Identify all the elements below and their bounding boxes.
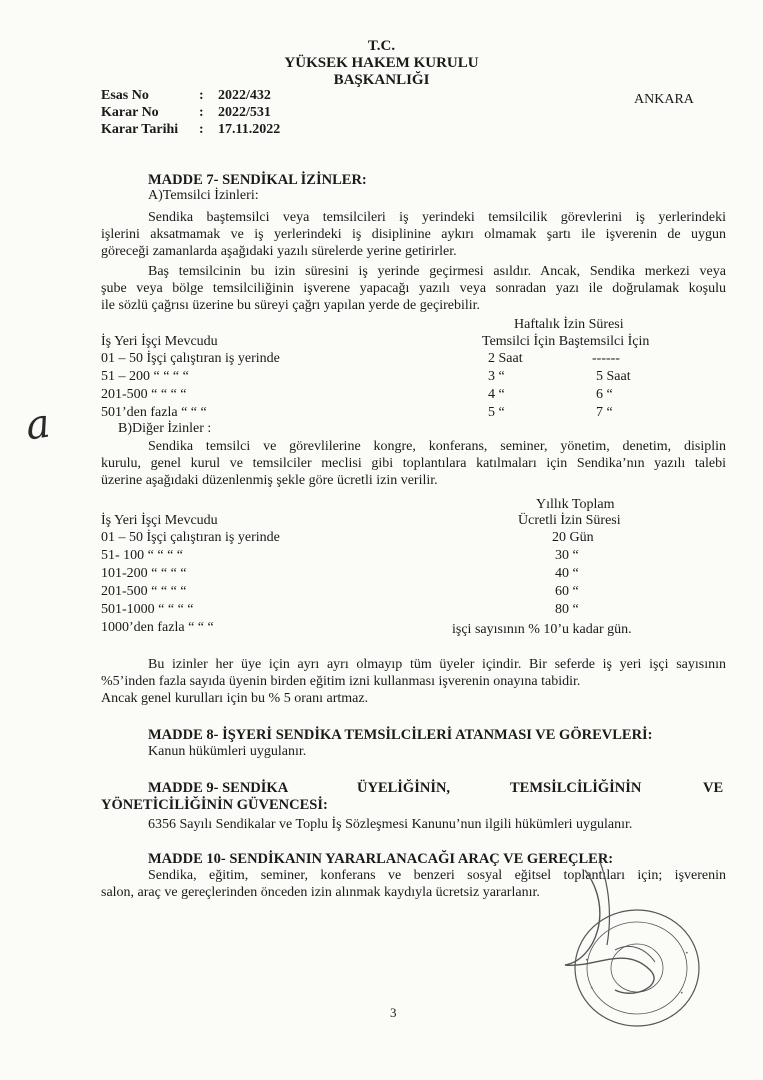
tableB-left-head: İş Yeri İşçi Mevcudu — [101, 513, 218, 528]
tableB-row-label: 501-1000 “ “ “ “ — [101, 602, 194, 617]
madde9-title-part5: YÖNETİCİLİĞİNİN GÜVENCESİ: — [101, 797, 328, 813]
madde7-p2-l2: şube veya bölge temsilciliğinin işverene yapacağı yazılı veya sonradan yazı ile doğrulamak koşulu — [101, 281, 726, 296]
tableA-row-bastemsilci: ------ — [592, 351, 620, 366]
madde7-p2-l3: ile sözlü çağrısı üzerine bu süreyi çağrı yapılan yerde de geçirebilir. — [101, 298, 481, 313]
svg-text:•: • — [680, 990, 684, 997]
tableA-right-head: Temsilci İçin Baştemsilci İçin — [482, 334, 650, 349]
madde10-l1: Sendika, eğitim, seminer, konferans ve benzeri sosyal eğitsel toplantıları için; işverenin — [148, 868, 726, 883]
tarih-colon: : — [199, 122, 204, 137]
city: ANKARA — [634, 92, 694, 107]
madde7-p2-l1: Baş temsilcinin bu izin süresini iş yerinde geçirmesi asıldır. Ancak, Sendika merkezi veya — [148, 264, 726, 279]
madde9-text: 6356 Sayılı Sendikalar ve Toplu İş Sözleşmesi Kanunu’nun ilgili hükümleri uygulanır. — [148, 817, 633, 832]
madde7-p1-l1: Sendika baştemsilci veya temsilcileri iş yerindeki temsilcilik görevlerini iş yerlerindeki — [148, 210, 726, 225]
tableA-row-label: 201-500 “ “ “ “ — [101, 387, 187, 402]
karar-label: Karar No — [101, 105, 159, 120]
madde7-p4-l3: Ancak genel kurulları için bu % 5 oranı artmaz. — [101, 691, 369, 706]
madde9-title-part2: ÜYELİĞİNİN, — [357, 780, 451, 796]
svg-text:•: • — [685, 950, 689, 957]
esas-colon: : — [199, 88, 204, 103]
tableA-left-head: İş Yeri İşçi Mevcudu — [101, 334, 218, 349]
esas-value: 2022/432 — [218, 88, 271, 103]
madde7-p4-l2: %5’inden fazla sayıda üyenin birden eğitim izni kullanması işverenin onayına tabidir. — [101, 674, 581, 689]
tableA-col-head: Haftalık İzin Süresi — [514, 317, 624, 332]
tableB-row-value: 60 “ — [555, 584, 579, 599]
official-stamp-signature — [555, 850, 705, 1040]
tableB-right-head2: Ücretli İzin Süresi — [518, 513, 621, 528]
madde10-l2: salon, araç ve gereçlerinden önceden izin alınmak kaydıyla ücretsiz yararlanır. — [101, 885, 540, 900]
tableB-row-value: 30 “ — [555, 548, 579, 563]
madde7-p3-l3: üzerine aşağıdaki düzenlenmiş şekle göre ücretli izin verilir. — [101, 473, 438, 488]
madde7-sub-b: B)Diğer İzinler : — [118, 421, 212, 436]
madde8-title: MADDE 8- İŞYERİ SENDİKA TEMSİLCİLERİ ATANMASI VE GÖREVLERİ: — [148, 727, 653, 743]
header-institution: YÜKSEK HAKEM KURULU — [284, 55, 479, 71]
madde7-p4-l1: Bu izinler her üye için ayrı ayrı olmayıp tüm üyeler içindir. Bir seferde iş yeri işçi sayısının — [148, 657, 726, 672]
tableA-row-temsilci: 5 “ — [488, 405, 505, 420]
page-number: 3 — [390, 1005, 397, 1020]
header-tc: T.C. — [367, 38, 396, 54]
madde9-title-part1: MADDE 9- SENDİKA — [148, 780, 289, 796]
madde7-title: MADDE 7- SENDİKAL İZİNLER: — [148, 172, 367, 188]
madde9-title-part3: TEMSİLCİLİĞİNİN — [510, 780, 642, 796]
header-presidency: BAŞKANLIĞI — [333, 72, 430, 88]
madde8-text: Kanun hükümleri uygulanır. — [148, 744, 307, 759]
madde7-sub-a: A)Temsilci İzinleri: — [148, 188, 259, 203]
tableB-row-label: 51- 100 “ “ “ “ — [101, 548, 184, 563]
karar-value: 2022/531 — [218, 105, 271, 120]
tableA-row-bastemsilci: 5 Saat — [596, 369, 631, 384]
tableA-row-bastemsilci: 6 “ — [596, 387, 613, 402]
tableB-row-label: 101-200 “ “ “ “ — [101, 566, 187, 581]
madde7-p3-l1: Sendika temsilci ve görevlilerine kongre, konferans, seminer, yönetim, denetim, disiplin — [148, 439, 726, 454]
karar-colon: : — [199, 105, 204, 120]
tableA-row-label: 01 – 50 İşçi çalıştıran iş yerinde — [101, 351, 280, 366]
madde10-title: MADDE 10- SENDİKANIN YARARLANACAĞI ARAÇ VE GEREÇLER: — [148, 851, 614, 867]
tableB-row-value: 80 “ — [555, 602, 579, 617]
tableB-row-label: 1000’den fazla “ “ “ — [101, 620, 214, 635]
tableA-row-bastemsilci: 7 “ — [596, 405, 613, 420]
madde7-p3-l2: kurulu, genel kurul ve temsilciler meclisi gibi toplantılara katılmaları için Sendika’nın yazılı talebi — [101, 456, 726, 471]
madde7-p1-l2: işlerini aksatmamak ve iş yerlerindeki iş disiplinine aykırı olmamak şartı ile işverenin de uygun — [101, 227, 726, 242]
margin-initial-mark: a — [22, 400, 53, 450]
tableA-row-temsilci: 2 Saat — [488, 351, 523, 366]
tableA-row-temsilci: 4 “ — [488, 387, 505, 402]
madde9-title-part4: VE — [703, 780, 724, 796]
tableB-row-label: 01 – 50 İşçi çalıştıran iş yerinde — [101, 530, 280, 545]
tableB-row-value: 40 “ — [555, 566, 579, 581]
esas-label: Esas No — [101, 88, 149, 103]
tableB-row-value: işçi sayısının % 10’u kadar gün. — [452, 622, 632, 637]
tarih-label: Karar Tarihi — [101, 122, 179, 137]
madde7-p1-l3: göreceği zamanlarda aşağıdaki yazılı sürelerde yerine getirirler. — [101, 244, 457, 259]
tarih-value: 17.11.2022 — [218, 122, 281, 137]
svg-text:•: • — [585, 957, 589, 964]
tableA-row-label: 51 – 200 “ “ “ “ — [101, 369, 189, 384]
tableB-row-label: 201-500 “ “ “ “ — [101, 584, 187, 599]
tableB-right-head1: Yıllık Toplam — [536, 497, 615, 512]
tableA-row-temsilci: 3 “ — [488, 369, 505, 384]
tableB-row-value: 20 Gün — [552, 530, 594, 545]
svg-text:•: • — [590, 985, 594, 992]
tableA-row-label: 501’den fazla “ “ “ — [101, 405, 207, 420]
